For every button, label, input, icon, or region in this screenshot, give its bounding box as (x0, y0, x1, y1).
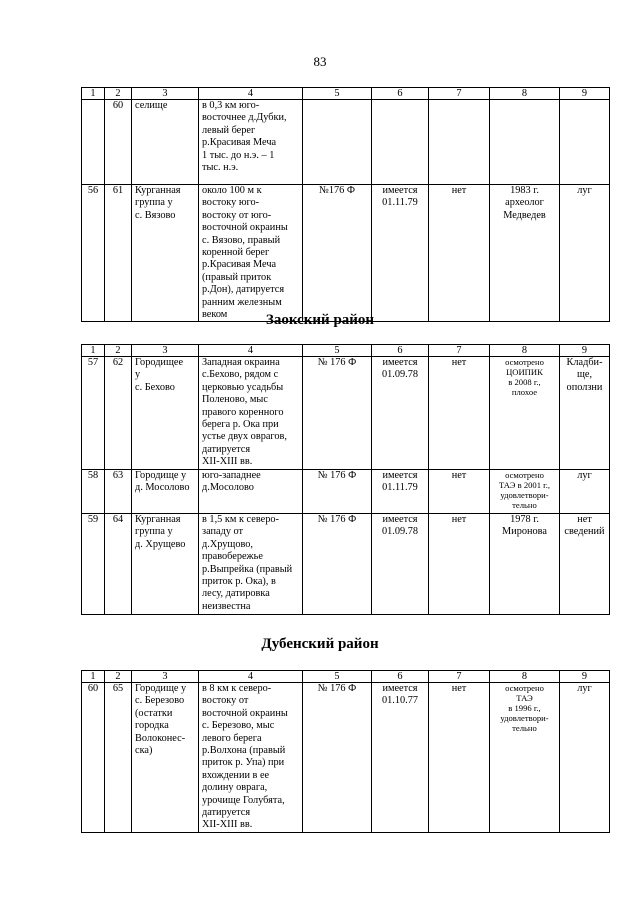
column-header: 3 (132, 88, 199, 100)
document-ref (303, 100, 372, 185)
table-header-row (82, 671, 610, 683)
document-ref: № 176 Ф (303, 470, 372, 514)
object-name: Городище у д. Мосолово (132, 470, 199, 514)
column-header: 6 (372, 345, 429, 357)
document-ref: №176 Ф (303, 185, 372, 322)
document-ref: № 176 Ф (303, 357, 372, 470)
protection-zone (429, 100, 490, 185)
land-use: луг (560, 185, 610, 322)
column-header: 1 (82, 88, 105, 100)
column-header: 1 (82, 345, 105, 357)
object-location: в 0,3 км юго- восточнее д.Дубки, левый берег р.Красивая Меча 1 тыс. до н.э. – 1 тыс. н.э. (199, 100, 303, 185)
column-header: 5 (303, 88, 372, 100)
page-number: 83 (313, 54, 327, 69)
row-number: 57 (82, 357, 105, 470)
row-number (82, 100, 105, 185)
column-header: 2 (105, 671, 132, 683)
object-location: около 100 м к востоку юго- востоку от юго- восточной окраины с. Вязово, правый коренной берег р.Красивая Меча (правый приток р.Дон), датируется ранним железным веком (199, 185, 303, 322)
column-header: 5 (303, 345, 372, 357)
passport-date (372, 100, 429, 185)
column-header: 9 (560, 345, 610, 357)
object-name: Городищее у с. Бехово (132, 357, 199, 470)
column-header: 6 (372, 671, 429, 683)
column-header: 2 (105, 88, 132, 100)
inspection-info: осмотрено ТАЭ в 1996 г., удовлетвори- тельно (490, 683, 560, 833)
row-number: 59 (82, 514, 105, 615)
object-name: Курганная группа у с. Вязово (132, 185, 199, 322)
protection-zone: нет (429, 357, 490, 470)
passport-date: имеется 01.11.79 (372, 185, 429, 322)
document-ref: № 176 Ф (303, 514, 372, 615)
table-header-row (82, 88, 610, 100)
column-header: 4 (199, 671, 303, 683)
land-use (560, 100, 610, 185)
registry-table-1 (81, 87, 610, 322)
passport-date: имеется 01.10.77 (372, 683, 429, 833)
land-use: Кладби- ще, оползни (560, 357, 610, 470)
inspection-info (490, 100, 560, 185)
table-row (82, 514, 610, 615)
column-header: 1 (82, 671, 105, 683)
passport-date: имеется 01.11.79 (372, 470, 429, 514)
table-row (82, 185, 610, 322)
table-row (82, 357, 610, 470)
protection-zone: нет (429, 185, 490, 322)
land-use: нет сведений (560, 514, 610, 615)
inspection-info: 1983 г. археолог Медведев (490, 185, 560, 322)
inspection-info: осмотрено ЦОИПИК в 2008 г., плохое (490, 357, 560, 470)
object-number: 61 (105, 185, 132, 322)
column-header: 2 (105, 345, 132, 357)
passport-date: имеется 01.09.78 (372, 357, 429, 470)
column-header: 6 (372, 88, 429, 100)
column-header: 3 (132, 345, 199, 357)
column-header: 7 (429, 671, 490, 683)
object-number: 65 (105, 683, 132, 833)
object-name: Курганная группа у д. Хрущево (132, 514, 199, 615)
object-number: 63 (105, 470, 132, 514)
district-heading: Заокский район (265, 312, 375, 328)
table-row (82, 470, 610, 514)
column-header: 7 (429, 88, 490, 100)
column-header: 7 (429, 345, 490, 357)
table-row (82, 683, 610, 833)
object-number: 64 (105, 514, 132, 615)
inspection-info: осмотрено ТАЭ в 2001 г., удовлетвори- тельно (490, 470, 560, 514)
protection-zone: нет (429, 514, 490, 615)
row-number: 60 (82, 683, 105, 833)
column-header: 4 (199, 345, 303, 357)
column-header: 4 (199, 88, 303, 100)
object-name: Городище у с. Березово (остатки городка Волоконес- ска) (132, 683, 199, 833)
object-location: юго-западнее д.Мосолово (199, 470, 303, 514)
table-header-row (82, 345, 610, 357)
land-use: луг (560, 470, 610, 514)
row-number: 58 (82, 470, 105, 514)
object-number: 60 (105, 100, 132, 185)
object-location: в 8 км к северо- востоку от восточной окраины с. Березово, мыс левого берега р.Волхона (правый приток р. Упа) при вхождении в ее долину оврага, урочище Голубята, датируется XII-XIII вв. (199, 683, 303, 833)
column-header: 9 (560, 88, 610, 100)
inspection-info: 1978 г. Миронова (490, 514, 560, 615)
document-ref: № 176 Ф (303, 683, 372, 833)
district-heading: Дубенский район (261, 636, 379, 652)
column-header: 8 (490, 345, 560, 357)
column-header: 5 (303, 671, 372, 683)
object-number: 62 (105, 357, 132, 470)
registry-table-3 (81, 670, 610, 833)
protection-zone: нет (429, 470, 490, 514)
protection-zone: нет (429, 683, 490, 833)
row-number: 56 (82, 185, 105, 322)
object-location: Западная окраина с.Бехово, рядом с церковью усадьбы Поленово, мыс правого коренного берега р. Ока при устье двух оврагов, датируется XII-XIII вв. (199, 357, 303, 470)
registry-table-2 (81, 344, 610, 615)
object-location: в 1,5 км к северо- западу от д.Хрущово, правобережье р.Выпрейка (правый приток р. Ока), в лесу, датировка неизвестна (199, 514, 303, 615)
passport-date: имеется 01.09.78 (372, 514, 429, 615)
land-use: луг (560, 683, 610, 833)
table-row (82, 100, 610, 185)
column-header: 8 (490, 671, 560, 683)
column-header: 3 (132, 671, 199, 683)
object-name: селище (132, 100, 199, 185)
column-header: 8 (490, 88, 560, 100)
column-header: 9 (560, 671, 610, 683)
